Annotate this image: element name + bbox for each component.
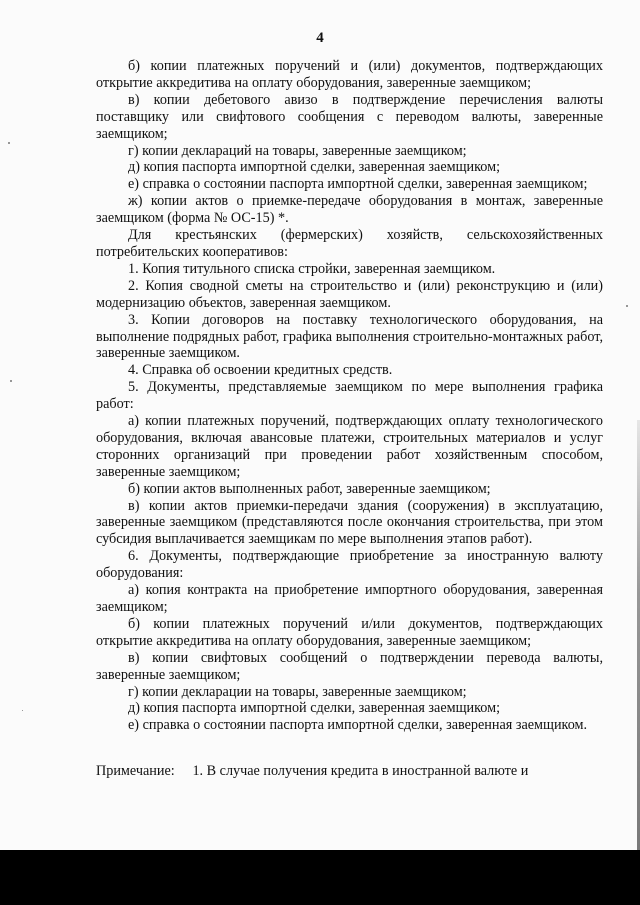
paragraph-13: а) копии платежных поручений, подтверждающих оплату технологического оборудования, включая авансовые платежи, строительных материалов и услуг сторонних организаций при проведении работ хозяйственным способом, заверенные заемщиком; xyxy=(96,413,603,480)
paragraph-10: 3. Копии договоров на поставку технологического оборудования, на выполнение подрядных работ, графика выполнения строительно-монтажных работ, заверенные заемщиком. xyxy=(96,311,603,362)
note-line xyxy=(96,763,603,780)
paragraph-15: в) копии актов приемки-передачи здания (сооружения) в эксплуатацию, заверенные заемщиком (представляются после окончания строительства, при этом субсидия выплачивается заемщикам по мере выполнения этапов работ). xyxy=(96,497,603,548)
scan-black-bar xyxy=(0,850,640,905)
paragraph-21: д) копия паспорта импортной сделки, заверенная заемщиком; xyxy=(128,700,501,717)
paragraph-7: Для крестьянских (фермерских) хозяйств, сельскохозяйственных потребительских кооперативов: xyxy=(96,227,603,260)
paragraph-20: г) копии декларации на товары, заверенные заемщиком; xyxy=(128,683,467,700)
scan-speck xyxy=(8,142,10,144)
paragraph-4: д) копия паспорта импортной сделки, заверенная заемщиком; xyxy=(128,159,501,176)
paragraph-22: е) справка о состоянии паспорта импортной сделки, заверенная заемщиком. xyxy=(128,717,588,734)
paragraph-1: б) копии платежных поручений и (или) документов, подтверждающих открытие аккредитива на оплату оборудования, заверенные заемщиком; xyxy=(96,58,603,91)
section-gap xyxy=(96,734,603,763)
paragraph-6: ж) копии актов о приемке-передаче оборудования в монтаж, заверенные заемщиком (форма № ОС-15) *. xyxy=(96,193,603,227)
paragraph-9: 2. Копия сводной сметы на строительство и (или) реконструкцию и (или) модернизацию объектов, заверенная заемщиком. xyxy=(96,277,603,311)
scan-speck xyxy=(22,710,23,711)
page-number: 4 xyxy=(316,30,324,46)
document-body xyxy=(96,58,603,780)
paragraph-8: 1. Копия титульного списка стройки, заверенная заемщиком. xyxy=(128,260,496,277)
paragraph-5: е) справка о состоянии паспорта импортной сделки, заверенная заемщиком; xyxy=(128,176,588,193)
paragraph-19: в) копии свифтовых сообщений о подтверждении перевода валюты, заверенные заемщиком; xyxy=(96,649,603,683)
paragraph-11: 4. Справка об освоении кредитных средств. xyxy=(128,362,393,379)
scan-speck xyxy=(626,305,628,307)
paragraph-14: б) копии актов выполненных работ, заверенные заемщиком; xyxy=(128,480,491,497)
scan-speck xyxy=(10,380,12,382)
note-text: 1. В случае получения кредита в иностранной валюте и xyxy=(192,763,529,780)
paragraph-16: 6. Документы, подтверждающие приобретение за иностранную валюту оборудования: xyxy=(96,548,603,582)
paragraph-18: б) копии платежных поручений и/или документов, подтверждающих открытие аккредитива на оплату оборудования, заверенные заемщиком; xyxy=(96,615,603,649)
note-label: Примечание: xyxy=(96,763,175,780)
paragraph-2: в) копии дебетового авизо в подтверждение перечисления валюты поставщику или свифтового сообщения с переводом валюты, заверенные заемщиком; xyxy=(96,91,603,142)
paragraph-17: а) копия контракта на приобретение импортного оборудования, заверенная заемщиком; xyxy=(96,582,603,615)
paragraph-12: 5. Документы, представляемые заемщиком по мере выполнения графика работ: xyxy=(96,379,603,413)
paragraph-3: г) копии деклараций на товары, заверенные заемщиком; xyxy=(128,142,467,159)
